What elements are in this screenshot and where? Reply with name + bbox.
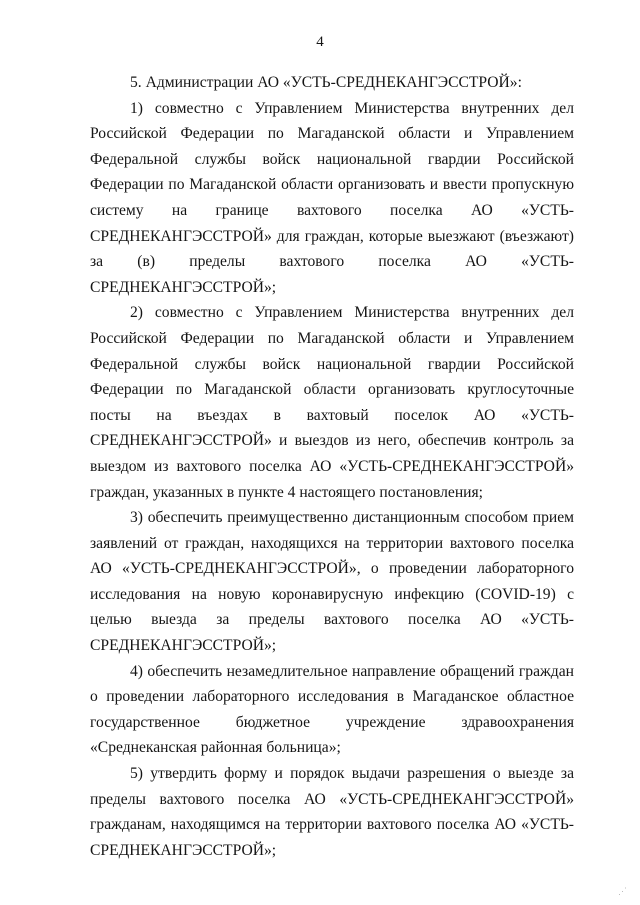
document-body [90, 70, 574, 863]
paragraph-item-1-access-control: 1) совместно с Управлением Министерства внутренних дел Российской Федерации по Магаданской области и Управлением Федеральной службы войск национальной гвардии Российской Федерации по Магаданской области организовать и ввести пропускную систему на границе вахтового поселка АО «УСТЬ-СРЕДНЕКАНГЭССТРОЙ» для граждан, которые выезжают (въезжают) за (в) пределы вахтового поселка АО «УСТЬ-СРЕДНЕКАНГЭССТРОЙ»; [90, 99, 574, 296]
paragraph-item-2-checkpoints: 2) совместно с Управлением Министерства внутренних дел Российской Федерации по Магаданской области и Управлением Федеральной службы войск национальной гвардии Российской Федерации по Магаданской области организовать круглосуточные посты на въездах в вахтовый поселок АО «УСТЬ-СРЕДНЕКАНГЭССТРОЙ» и выездов из него, обеспечив контроль за выездом из вахтового поселка АО «УСТЬ-СРЕДНЕКАНГЭССТРОЙ» граждан, указанных в пункте 4 настоящего постановления; [90, 304, 574, 501]
scan-speck-icon: ⋰ [618, 886, 627, 896]
paragraph-item-5-exit-permit: 5) утвердить форму и порядок выдачи разрешения о выезде за пределы вахтового поселка АО «УСТЬ-СРЕДНЕКАНГЭССТРОЙ» гражданам, находящимся на территории вахтового поселка АО «УСТЬ-СРЕДНЕКАНГЭССТРОЙ»; [90, 765, 574, 859]
section-heading-administration: 5. Администрации АО «УСТЬ-СРЕДНЕКАНГЭССТРОЙ»: [130, 74, 522, 91]
paragraph-item-3-covid-testing-applications: 3) обеспечить преимущественно дистанционным способом прием заявлений от граждан, находящихся на территории вахтового поселка АО «УСТЬ-СРЕДНЕКАНГЭССТРОЙ», о проведении лабораторного исследования на новую коронавирусную инфекцию (COVID-19) с целью выезда за пределы вахтового поселка АО «УСТЬ-СРЕДНЕКАНГЭССТРОЙ»; [90, 509, 574, 655]
page-number: 4 [316, 34, 324, 50]
paragraph-item-4-hospital-referral: 4) обеспечить незамедлительное направление обращений граждан о проведении лабораторного исследования в Магаданское областное государственное бюджетное учреждение здравоохранения «Среднеканская районная больница»; [90, 662, 574, 757]
